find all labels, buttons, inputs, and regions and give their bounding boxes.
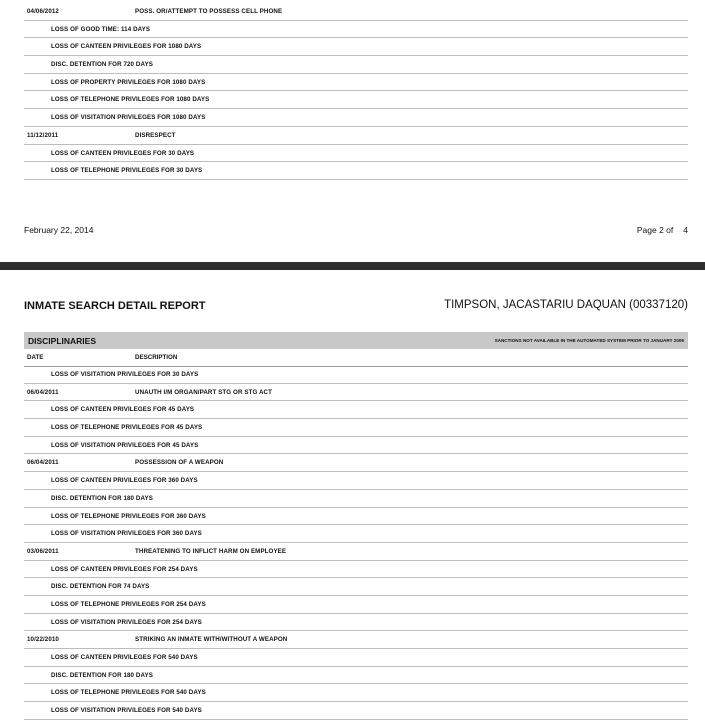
sanction-text: LOSS OF VISITATION PRIVILEGES FOR 30 DAYS xyxy=(51,371,199,378)
offense-date: 10/22/2010 xyxy=(27,636,59,644)
sanction-row xyxy=(24,667,688,685)
sanction-text: DISC. DETENTION FOR 74 DAYS xyxy=(51,583,150,591)
sanction-text: DISC. DETENTION FOR 180 DAYS xyxy=(51,671,153,679)
offense-date: 03/06/2011 xyxy=(27,547,59,555)
sanction-row xyxy=(24,437,688,455)
sanction-text: LOSS OF CANTEEN PRIVILEGES FOR 1080 DAYS xyxy=(51,43,202,51)
sanction-row xyxy=(24,684,688,702)
sanction-text: LOSS OF CANTEEN PRIVILEGES FOR 45 DAYS xyxy=(51,406,195,414)
offense-description: POSS. OR/ATTEMPT TO POSSESS CELL PHONE xyxy=(135,8,283,15)
sanction-row xyxy=(24,91,688,109)
offense-description: DISRESPECT xyxy=(135,131,176,139)
offense-description: STRIKING AN INMATE WITH/WITHOUT A WEAPON xyxy=(135,636,288,644)
offense-description: UNAUTH I/M ORGAN/PART STG OR STG ACT xyxy=(135,388,272,396)
sanction-text: LOSS OF CANTEEN PRIVILEGES FOR 254 DAYS xyxy=(51,565,198,573)
sanction-text: LOSS OF VISITATION PRIVILEGES FOR 1080 DAYS xyxy=(51,114,206,122)
column-header-description: DESCRIPTION xyxy=(135,354,178,361)
offense-row xyxy=(24,3,688,21)
section-note: SANCTIONS NOT AVAILABLE IN THE AUTOMATED SYSTEM PRIOR TO JANUARY 2009 xyxy=(494,338,684,343)
column-header-date: DATE xyxy=(27,354,44,361)
footer-date: February 22, 2014 xyxy=(24,225,94,235)
column-headers xyxy=(24,350,688,367)
offense-row xyxy=(24,127,688,145)
sanction-text: DISC. DETENTION FOR 180 DAYS xyxy=(51,494,153,502)
sanction-row xyxy=(24,578,688,596)
sanction-row xyxy=(24,702,688,720)
sanction-row xyxy=(24,508,688,526)
report-page-3 xyxy=(0,270,705,715)
offense-date: 11/12/2011 xyxy=(27,131,59,139)
sanction-text: LOSS OF CANTEEN PRIVILEGES FOR 30 DAYS xyxy=(51,149,195,157)
sanction-row xyxy=(24,74,688,92)
sanction-text: LOSS OF CANTEEN PRIVILEGES FOR 540 DAYS xyxy=(51,654,198,661)
sanction-text: LOSS OF TELEPHONE PRIVILEGES FOR 540 DAYS xyxy=(51,689,206,697)
inmate-name: TIMPSON, JACASTARIU DAQUAN (00337120) xyxy=(444,299,688,311)
report-title: INMATE SEARCH DETAIL REPORT xyxy=(24,300,206,312)
sanction-text: DISC. DETENTION FOR 720 DAYS xyxy=(51,61,153,69)
offense-date: 06/04/2011 xyxy=(27,459,59,467)
sanction-row xyxy=(24,145,688,163)
sanction-text: LOSS OF VISITATION PRIVILEGES FOR 45 DAYS xyxy=(51,441,199,449)
disciplinary-rows-page-3 xyxy=(24,366,688,720)
sanction-text: LOSS OF TELEPHONE PRIVILEGES FOR 360 DAYS xyxy=(51,512,206,520)
sanction-row xyxy=(24,490,688,508)
offense-date: 06/04/2011 xyxy=(27,388,59,396)
sanction-text: LOSS OF VISITATION PRIVILEGES FOR 540 DAYS xyxy=(51,707,202,715)
report-page-2 xyxy=(0,0,705,262)
sanction-row xyxy=(24,561,688,579)
sanction-row xyxy=(24,21,688,39)
sanction-row xyxy=(24,472,688,490)
sanction-text: LOSS OF TELEPHONE PRIVILEGES FOR 30 DAYS xyxy=(51,167,203,175)
footer-page-number xyxy=(637,225,688,235)
offense-description: POSSESSION OF A WEAPON xyxy=(135,459,224,467)
sanction-text: LOSS OF TELEPHONE PRIVILEGES FOR 1080 DAYS xyxy=(51,96,210,104)
sanction-text: LOSS OF CANTEEN PRIVILEGES FOR 360 DAYS xyxy=(51,477,198,485)
sanction-text: LOSS OF TELEPHONE PRIVILEGES FOR 45 DAYS xyxy=(51,424,203,432)
sanction-row xyxy=(24,366,688,384)
offense-row xyxy=(24,631,688,649)
sanction-row xyxy=(24,56,688,74)
sanction-row xyxy=(24,614,688,632)
sanction-row xyxy=(24,596,688,614)
offense-row xyxy=(24,543,688,561)
page-separator xyxy=(0,262,705,270)
offense-description: THREATENING TO INFLICT HARM ON EMPLOYEE xyxy=(135,547,287,555)
sanction-row xyxy=(24,38,688,56)
section-title: DISCIPLINARIES xyxy=(28,336,97,346)
sanction-text: LOSS OF VISITATION PRIVILEGES FOR 360 DAYS xyxy=(51,530,202,538)
sanction-text: LOSS OF TELEPHONE PRIVILEGES FOR 254 DAYS xyxy=(51,600,206,608)
sanction-row xyxy=(24,162,688,180)
offense-row xyxy=(24,454,688,472)
section-header xyxy=(24,332,688,349)
sanction-text: LOSS OF VISITATION PRIVILEGES FOR 254 DAYS xyxy=(51,618,202,626)
sanction-row xyxy=(24,525,688,543)
sanction-row xyxy=(24,419,688,437)
sanction-text: LOSS OF GOOD TIME: 114 DAYS xyxy=(51,25,151,33)
page-label: Page 2 of xyxy=(636,225,674,235)
sanction-text: LOSS OF PROPERTY PRIVILEGES FOR 1080 DAYS xyxy=(51,78,206,86)
page-total: 4 xyxy=(683,225,688,235)
sanction-row xyxy=(24,109,688,127)
sanction-row xyxy=(24,401,688,419)
disciplinary-rows-page-2 xyxy=(24,3,688,180)
offense-row xyxy=(24,384,688,402)
offense-date: 04/06/2012 xyxy=(27,8,59,15)
sanction-row xyxy=(24,649,688,667)
